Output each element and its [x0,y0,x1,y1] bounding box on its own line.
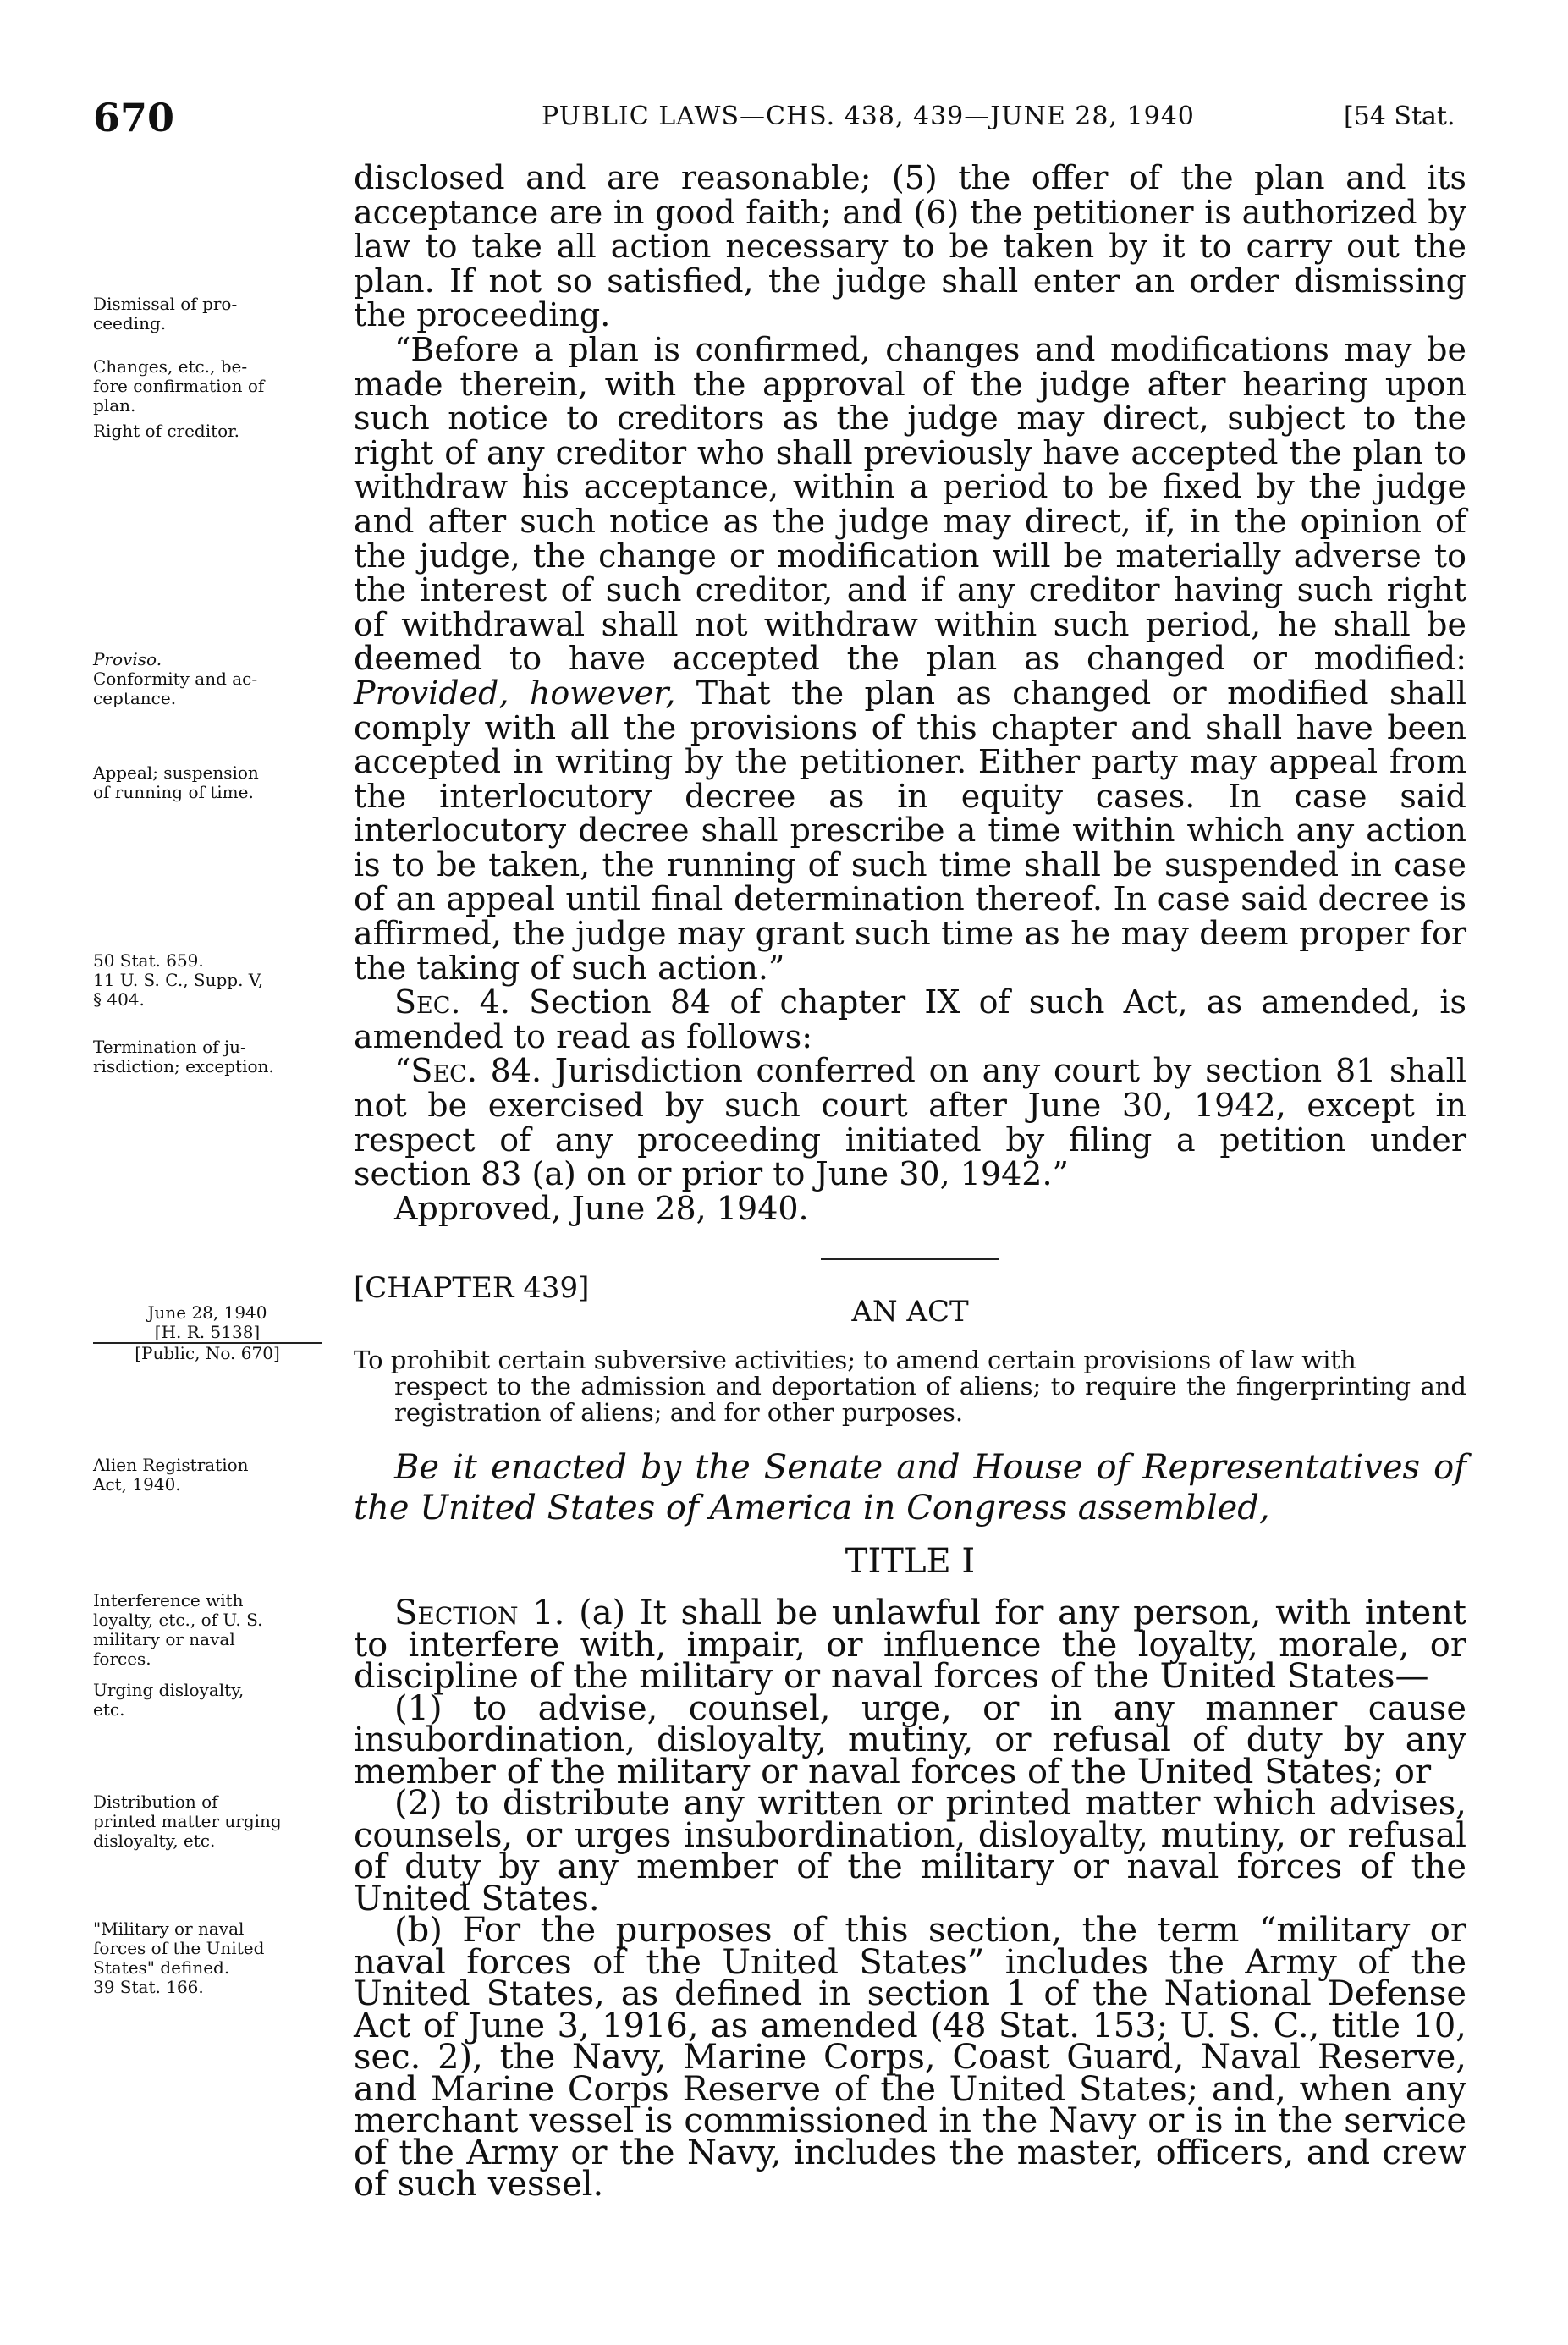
margin-note-proviso: Proviso. Conformity and ac- ceptance. [93,649,258,708]
body-text-top [354,161,1466,1225]
margin-note-appeal: Appeal; suspension of running of time. [93,762,259,802]
stat-reference: [54 Stat. [1344,102,1455,131]
margin-note-urging: Urging disloyalty, etc. [93,1680,245,1720]
section-1-item-1: (1) to advise, counsel, urge, or in any manner cause insubordination, disloyalty, mutiny, or refusal of duty by any member of the military or naval forces of the United States; or [354,1688,1466,1792]
margin-note-termination: Termination of ju- risdiction; exception. [93,1037,274,1076]
paragraph-plan-conditions: disclosed and are reasonable; (5) the offer of the plan and its acceptance are in good faith; and (6) the petitioner is authorized by law to take all action necessary to be taken by it to carry out the plan. If not so satisfied, the judge shall enter an order dismissing the proceeding. [354,159,1466,334]
chapter-divider-rule [821,1258,999,1260]
chapter-label: [CHAPTER 439] [354,1271,590,1305]
an-act-heading: AN ACT [851,1295,969,1329]
approved-date: Approved, June 28, 1940. [394,1189,809,1227]
margin-note-dismissal: Dismissal of pro- ceeding. [93,294,238,333]
margin-note-stat-cite: 50 Stat. 659. 11 U. S. C., Supp. V, § 404. [93,950,264,1010]
section-84: “Sec. 84. Jurisdiction conferred on any court by section 81 shall not be exercised by such court after June 30, 1942, except in respect of any proceeding initiated by filing a petition under section 83 (a) on or prior to June 30, 1942.” [354,1052,1466,1193]
running-head: PUBLIC LAWS—CHS. 438, 439—JUNE 28, 1940 [542,102,1195,131]
page-header [0,95,1568,146]
title-heading: TITLE I [845,1542,976,1581]
margin-note-interference: Interference with loyalty, etc., of U. S. military or naval forces. [93,1590,263,1669]
margin-note-right-of-creditor: Right of creditor. [93,421,239,441]
body-text-bottom [354,1594,1466,2204]
margin-note-bill-info: June 28, 1940 [H. R. 5138] [Public, No. 670] [93,1303,322,1363]
act-purpose: To prohibit certain subversive activities; to amend certain provisions of law with respect to the admission and deportation of aliens; to require the fingerprinting and registration of aliens; and for other purposes. [354,1346,1466,1427]
enacting-clause: Be it enacted by the Senate and House of Representatives of the United States of America in Congress assembled, [354,1448,1466,1528]
paragraph-changes-before-confirmation: “Before a plan is confirmed, changes and modifications may be made therein, with the approval of the judge after hearing upon such notice to creditors as the judge may direct, subject to the right of any creditor who shall previously have accepted the plan to withdraw his acceptance, within a period to be fixed by the judge and after such notice as the judge may direct, if, in the opinion of the judge, the change or modification will be materially adverse to the interest of such creditor, and if any creditor having such right of withdrawal shall not withdraw within such period, he shall be deemed to have accepted the plan as changed or modified: Provided, however, That the plan as changed or modified shall comply with all the provisions of this chapter and shall have been accepted in writing by the petitioner. Either party may appeal from the interlocutory decree as in equity cases. In case said interlocutory decree shall prescribe a time within which any action is to be taken, the running of such time shall be suspended in case of an appeal until final determination thereof. In case said decree is affirmed, the judge may grant such time as he may deem proper for the taking of such action.” [354,330,1466,987]
section-1-b: (b) For the purposes of this section, the term “military or naval forces of the United States” includes the Army of the United States, as defined in section 1 of the National Defense Act of June 3, 1916, as amended (48 Stat. 153; U. S. C., title 10, sec. 2), the Navy, Marine Corps, Coast Guard, Naval Reserve, and Marine Corps Reserve of the United States; and, when any merchant vessel is commissioned in the Navy or is in the service of the Army or the Navy, includes the master, officers, and crew of such vessel. [354,1911,1466,2204]
section-4: Sec. 4. Section 84 of chapter IX of such Act, as amended, is amended to read as follows: [354,983,1466,1055]
margin-note-military-defined: "Military or naval forces of the United States" defined. 39 Stat. 166. [93,1918,265,1997]
page-number: 670 [93,95,175,140]
section-1-a: Section 1. (a) It shall be unlawful for any person, with intent to interfere with, impair, or influence the loyalty, morale, or discipline of the military or naval forces of the United States— [354,1594,1466,1696]
margin-note-alien-registration: Alien Registration Act, 1940. [93,1455,249,1495]
margin-note-distribution: Distribution of printed matter urging disloyalty, etc. [93,1792,282,1851]
section-1-item-2: (2) to distribute any written or printed matter which advises, counsels, or urges insubordination, disloyalty, mutiny, or refusal of duty by any member of the military or naval forces of the United States. [354,1784,1466,1918]
margin-note-changes: Changes, etc., be- fore confirmation of plan. [93,356,265,416]
